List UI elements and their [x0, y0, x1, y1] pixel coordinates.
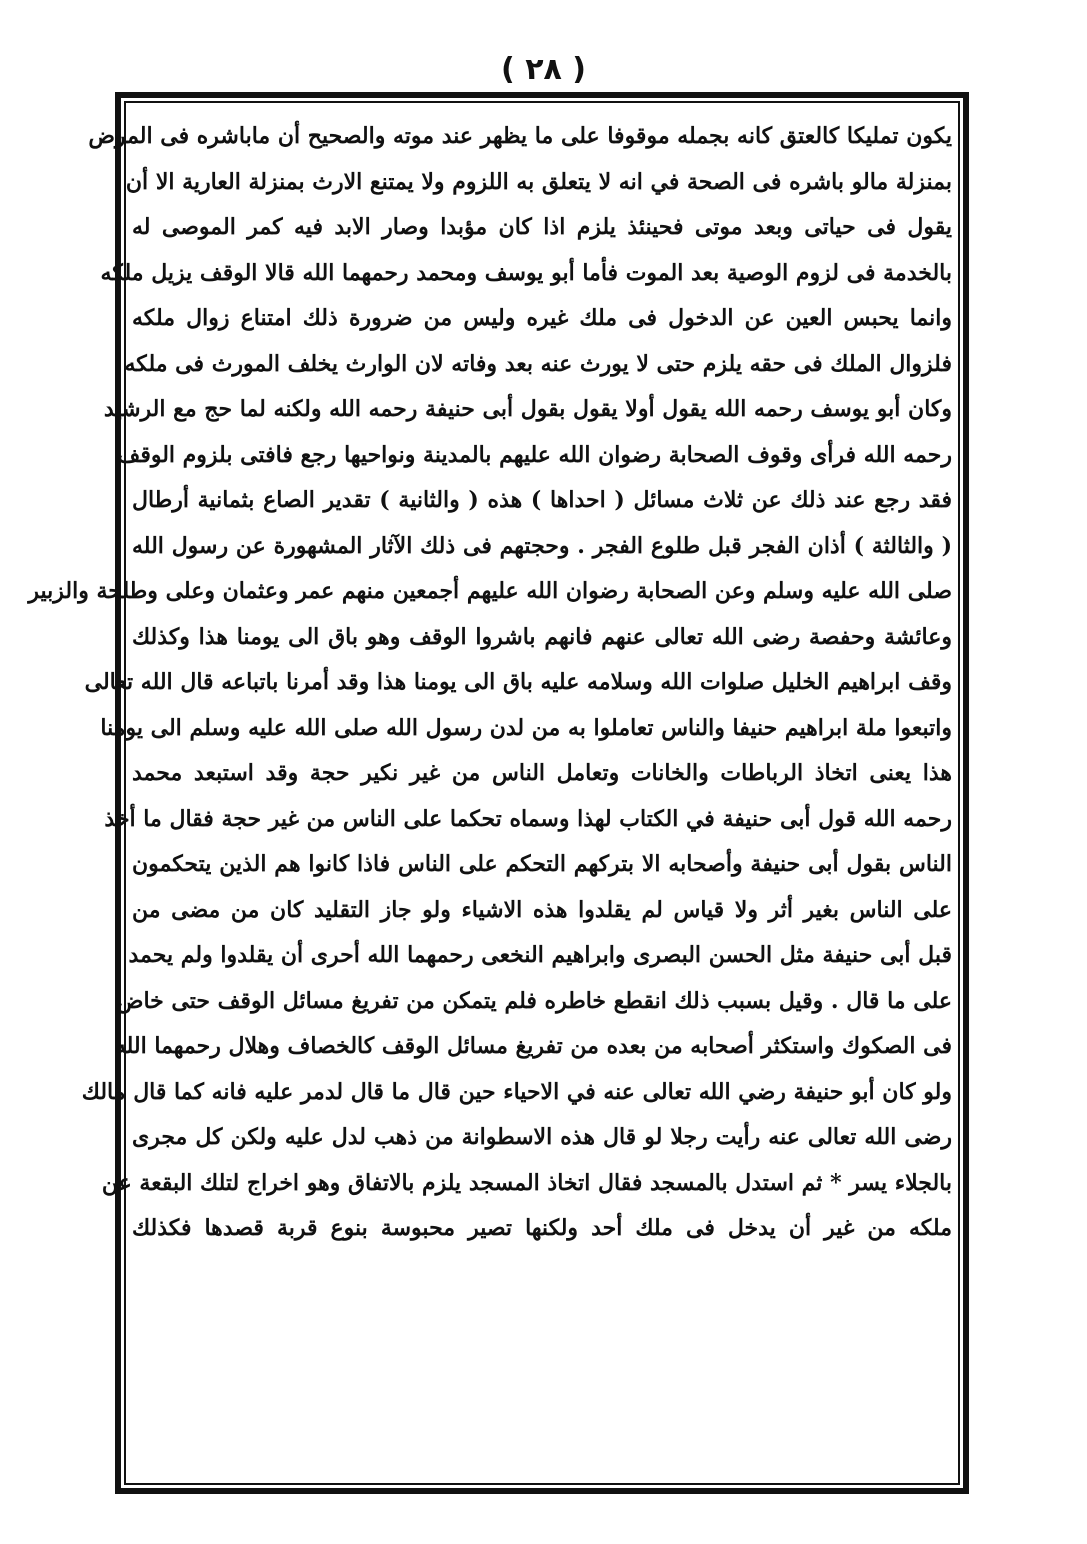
- text-line: على الناس بغير أثر ولا قياس لم يقلدوا هذه الاشياء ولو جاز التقليد كان من مضى من: [132, 896, 952, 923]
- text-line: وانما يحبس العين عن الدخول فى ملك غيره وليس من ضرورة ذلك امتناع زوال ملكه: [132, 305, 952, 331]
- page-number: ( ٢٨ ): [501, 52, 586, 87]
- text-line: رضى الله تعالى عنه رأيت رجلا لو قال هذه الاسطوانة من ذهب لدل عليه ولكن كل مجرى: [132, 1124, 952, 1150]
- text-line: فلزوال الملك فى حقه يلزم حتى لا يورث عنه بعد وفاته لان الوارث يخلف المورث فى ملكه: [124, 350, 952, 377]
- text-line: رحمه الله قول أبى حنيفة في الكتاب لهذا وسماه تحكما على الناس من غير حجة فقال ما أخذ: [104, 805, 952, 832]
- text-line: يكون تمليكا كالعتق كانه بجمله موقوفا على ما يظهر عند موته والصحيح أن ماباشره فى المرض: [88, 123, 952, 149]
- text-line: ملكه من غير أن يدخل فى ملك أحد ولكنها تصير محبوسة بنوع قربة قصدها فكذلك: [132, 1215, 952, 1241]
- text-line: بالجلاء يسر * ثم استدل بالمسجد فقال اتخاذ المسجد يلزم بالاتفاق وهو اخراج لتلك البقعة عن: [101, 1169, 952, 1196]
- body-text: [28, 114, 952, 1476]
- text-line: وقف ابراهيم الخليل صلوات الله وسلامه عليه باق الى يومنا هذا وقد أمرنا باتباعه قال الله تعالى: [84, 669, 952, 695]
- text-line: وعائشة وحفصة رضى الله تعالى عنهم فانهم باشروا الوقف وهو باق الى يومنا هذا وكذلك: [132, 623, 952, 650]
- text-line: يقول فى حياتى وبعد موتى فحينئذ يلزم اذا كان مؤبدا وصار الابد فيه كمر الموصى له: [132, 214, 952, 240]
- text-line: واتبعوا ملة ابراهيم حنيفا والناس تعاملوا به من لدن رسول الله صلى الله عليه وسلم الى يومنا: [100, 714, 952, 741]
- text-line: فى الصكوك واستكثر أصحابه من بعده من تفريغ مسائل الوقف كالخصاف وهلال رحمهما الله: [114, 1033, 952, 1059]
- text-line: ولو كان أبو حنيفة رضي الله تعالى عنه في الاحياء حين قال ما قال لدمر عليه فانه كما قال مالك: [81, 1078, 952, 1105]
- text-line: هذا يعنى اتخاذ الرباطات والخانات وتعامل الناس من غير نكير حجة وقد استبعد محمد: [132, 760, 952, 786]
- text-line: ( والثالثة ) أذان الفجر قبل طلوع الفجر . وحجتهم فى ذلك الآثار المشهورة عن رسول الله: [132, 532, 952, 559]
- text-line: بالخدمة فى لزوم الوصية بعد الموت فأما أبو يوسف ومحمد رحمهما الله قالا الوقف يزيل ملكه: [100, 259, 952, 286]
- text-line: الناس بقول أبى حنيفة وأصحابه الا بتركهم التحكم على الناس فاذا كانوا هم الذين يتحكمون: [132, 851, 952, 877]
- text-line: على ما قال . وقيل بسبب ذلك انقطع خاطره فلم يتمكن من تفريغ مسائل الوقف حتى خاض: [116, 987, 952, 1014]
- text-line: صلى الله عليه وسلم وعن الصحابة رضوان الله عليهم أجمعين منهم عمر وعثمان وعلى وطلحة والزبير: [28, 578, 952, 604]
- text-line: قبل أبى حنيفة مثل الحسن البصرى وابراهيم النخعى رحمهما الله أحرى أن يقلدوا ولم يحمد: [128, 942, 952, 968]
- text-line: رحمه الله فرأى وقوف الصحابة رضوان الله عليهم بالمدينة ونواحيها رجع فافتى بلزوم الوقف: [117, 441, 952, 468]
- text-line: وكان أبو يوسف رحمه الله يقول أولا يقول بقول أبى حنيفة رحمه الله ولكنه لما حج مع الرشيد: [103, 396, 952, 422]
- text-line: فقد رجع عند ذلك عن ثلاث مسائل ( احداها ) هذه ( والثانية ) تقدير الصاع بثمانية أرطال: [132, 487, 952, 513]
- text-line: بمنزلة مالو باشره فى الصحة في انه لا يتعلق به اللزوم ولا يمتنع الارث بمنزلة العارية الا أن: [125, 168, 952, 195]
